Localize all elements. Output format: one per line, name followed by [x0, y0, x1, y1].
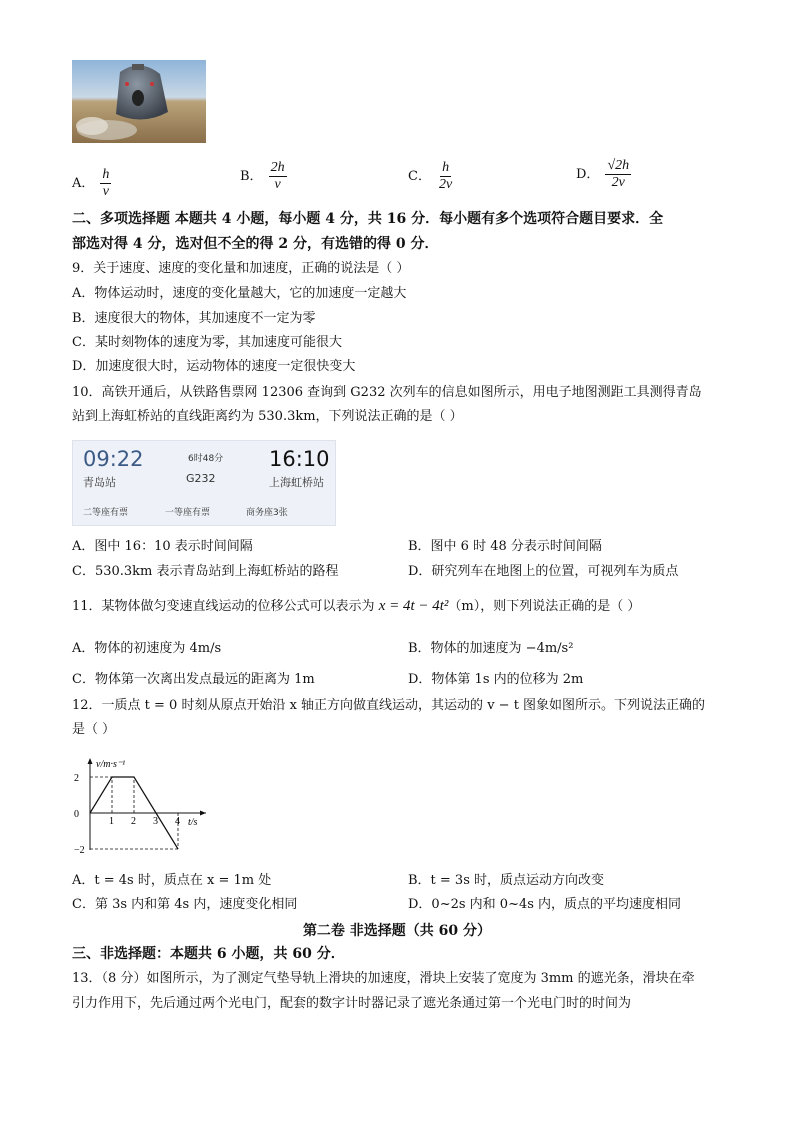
q10-option-a: A．图中 16：10 表示时间间隔 — [72, 539, 253, 554]
depart-station: 青岛站 — [83, 476, 116, 489]
q8-option-c: C． $\frac{h}{2v}$ — [408, 160, 453, 192]
section2-heading-line2: 部选对得 4 分，选对但不全的得 2 分，有选错的得 0 分． — [72, 236, 439, 252]
part2-title: 第二卷 非选择题（共 60 分） — [302, 923, 492, 939]
q12-stem-line1: 12．一质点 t = 0 时刻从原点开始沿 x 轴正方向做直线运动，其运动的 v − t 图象如图所示。下列说法正确的 — [72, 698, 706, 713]
q11-stem: 11．某物体做匀变速直线运动的位移公式可以表示为 x = 4t − 4t²（m），则下列说法正确的是（ ） — [72, 598, 641, 614]
train-ticket-card — [72, 440, 336, 526]
q8-option-d: D． $\frac{√2h}{2v}$ — [576, 158, 630, 190]
trip-duration: 6时48分 — [188, 454, 224, 464]
q8-option-a: A． $\frac{h}{v}$ — [72, 167, 110, 199]
q12-option-a: A．t = 4s 时，质点在 x = 1m 处 — [72, 873, 272, 888]
q11-formula: x = 4t − 4t² — [378, 598, 449, 614]
q10-option-b: B．图中 6 时 48 分表示时间间隔 — [408, 539, 602, 554]
q8-option-b: B． $\frac{2h}{v}$ — [240, 160, 285, 192]
q10-stem-line2: 站到上海虹桥站的直线距离约为 530.3km，下列说法正确的是（ ） — [72, 409, 463, 424]
x-tick-label-2: 2 — [131, 816, 136, 827]
q13-line2: 引力作用下，先后通过两个光电门，配套的数字计时器记录了遮光条通过第一个光电门时的时间为 — [72, 996, 632, 1011]
seat-first-class: 一等座有票 — [165, 508, 211, 518]
seat-second-class: 二等座有票 — [83, 508, 129, 518]
q11-option-a: A．物体的初速度为 4m/s — [72, 641, 222, 656]
seat-business-class: 商务座3张 — [246, 508, 288, 518]
velocity-time-graph — [72, 755, 212, 855]
section2-heading-line1: 二、多项选择题 本题共 4 小题，每小题 4 分，共 16 分．每小题有多个选项符合题目要求．全 — [72, 211, 664, 227]
q10-option-d: D．研究列车在地图上的位置，可视列车为质点 — [408, 564, 679, 579]
q12-stem-line2: 是（ ） — [72, 722, 116, 737]
section3-heading: 三、非选择题：本题共 6 小题，共 60 分． — [72, 946, 345, 962]
depart-time: 09:22 — [83, 447, 144, 471]
x-axis-label: t/s — [188, 817, 198, 828]
x-tick-label-4: 4 — [175, 816, 180, 827]
q13-line1: 13．（8 分）如图所示，为了测定气垫导轨上滑块的加速度，滑块上安装了宽度为 3mm 的遮光条，滑块在牵 — [72, 971, 695, 986]
q9-option-a: A．物体运动时，速度的变化量越大，它的加速度一定越大 — [72, 286, 407, 301]
y-axis-arrow — [88, 758, 93, 764]
x-tick-label-3: 3 — [153, 816, 158, 827]
train-number: G232 — [186, 472, 216, 485]
x-axis-arrow — [200, 811, 206, 816]
q10-option-c: C．530.3km 表示青岛站到上海虹桥站的路程 — [72, 564, 339, 579]
x-tick-label-1: 1 — [109, 816, 114, 827]
y-tick-label-2: −2 — [74, 845, 85, 855]
q11-option-d: D．物体第 1s 内的位移为 2m — [408, 672, 584, 687]
q11-option-c: C．物体第一次离出发点最远的距离为 1m — [72, 672, 315, 687]
q11-option-b: B．物体的加速度为 −4m/s² — [408, 641, 574, 656]
capsule-photo — [72, 60, 206, 143]
q9-option-b: B．速度很大的物体，其加速度不一定为零 — [72, 311, 316, 326]
y-axis-label: v/m·s⁻¹ — [96, 759, 126, 770]
q10-stem-line1: 10．高铁开通后，从铁路售票网 12306 查询到 G232 次列车的信息如图所示，用电子地图测距工具测得青岛 — [72, 385, 702, 400]
q9-option-d: D．加速度很大时，运动物体的速度一定很快变大 — [72, 359, 356, 374]
q12-option-b: B．t = 3s 时，质点运动方向改变 — [408, 873, 605, 888]
arrive-time: 16:10 — [269, 447, 330, 471]
q9-option-c: C．某时刻物体的速度为零，其加速度可能很大 — [72, 335, 342, 350]
y-tick-label-0: 2 — [74, 773, 79, 784]
y-tick-label-1: 0 — [74, 809, 79, 820]
q12-option-c: C．第 3s 内和第 4s 内，速度变化相同 — [72, 897, 298, 912]
q12-option-d: D．0~2s 内和 0~4s 内，质点的平均速度相同 — [408, 897, 682, 912]
q9-stem: 9．关于速度、速度的变化量和加速度，正确的说法是（ ） — [72, 261, 410, 276]
arrive-station: 上海虹桥站 — [269, 476, 324, 489]
